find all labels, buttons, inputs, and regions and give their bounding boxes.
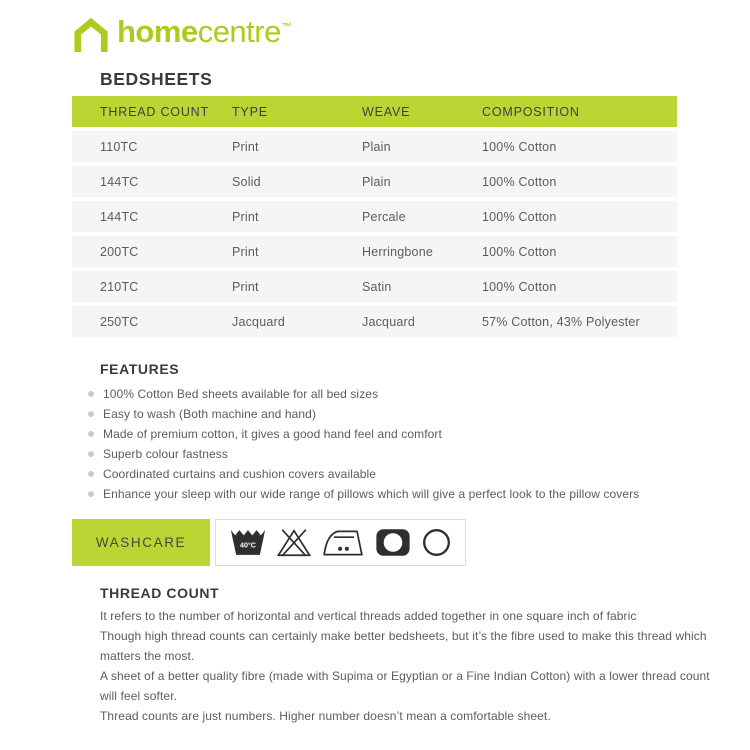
cell-type: Print [232,244,259,259]
cell-weave: Satin [362,279,392,294]
bullet-icon [88,491,94,497]
trademark-symbol: ™ [281,22,292,33]
table-row [72,236,677,267]
feature-text: Enhance your sleep with our wide range of pillows which will give a perfect look to the pillow covers [103,487,640,501]
cell-composition: 100% Cotton [482,244,557,259]
table-row [72,201,677,232]
column-header-type: TYPE [232,104,268,119]
cell-weave: Percale [362,209,406,224]
brand-wordmark-centre: centre [197,14,281,49]
table-row [72,306,677,337]
cell-weave: Plain [362,139,391,154]
thread-count-paragraph: A sheet of a better quality fibre (made with Supima or Egyptian or a Fine Indian Cotton) with a lower thread count will feel softer. [100,669,710,703]
column-header-weave: WEAVE [362,104,411,119]
cell-thread-count: 250TC [100,314,139,329]
feature-item [88,384,712,404]
washcare-label: WASHCARE [72,519,210,566]
cell-thread-count: 210TC [100,279,139,294]
feature-text: Easy to wash (Both machine and hand) [103,407,317,421]
cell-composition: 57% Cotton, 43% Polyester [482,314,640,329]
feature-item [88,464,712,484]
cell-type: Print [232,139,259,154]
brand-wordmark-home: home [117,14,198,49]
feature-text: 100% Cotton Bed sheets available for all bed sizes [103,387,379,401]
washcare-icons-box [215,519,466,566]
cell-thread-count: 144TC [100,209,139,224]
table-row [72,271,677,302]
thread-count-paragraph: Thread counts are just numbers. Higher number doesn’t mean a comfortable sheet. [100,709,551,723]
bullet-icon [88,471,94,477]
feature-item [88,484,712,504]
cell-weave: Herringbone [362,244,433,259]
thread-count-paragraph: Though high thread counts can certainly make better bedsheets, but it’s the fibre used to make this thread which matters the most. [100,629,707,663]
bullet-icon [88,391,94,397]
cell-composition: 100% Cotton [482,174,557,189]
cell-type: Print [232,209,259,224]
table-row [72,131,677,162]
feature-text: Coordinated curtains and cushion covers available [103,467,377,481]
feature-item [88,404,712,424]
bedsheets-spec-table [72,92,677,341]
table-header-row [72,96,677,127]
do-not-bleach-icon [276,527,312,558]
feature-item [88,424,712,444]
brand-logo [72,15,712,53]
washcare-section [72,519,712,566]
cell-type: Jacquard [232,314,286,329]
thread-count-text [100,606,718,726]
page-title: BEDSHEETS [100,69,213,89]
feature-text: Superb colour fastness [103,447,228,461]
feature-item [88,444,712,464]
cell-weave: Plain [362,174,391,189]
cell-thread-count: 200TC [100,244,139,259]
cell-type: Solid [232,174,261,189]
cell-composition: 100% Cotton [482,139,557,154]
bullet-icon [88,451,94,457]
feature-text: Made of premium cotton, it gives a good hand feel and comfort [103,427,442,441]
cell-thread-count: 110TC [100,139,138,154]
features-list [72,384,712,504]
cell-weave: Jacquard [362,314,416,329]
bullet-icon [88,411,94,417]
house-icon [72,17,110,58]
thread-count-paragraph: It refers to the number of horizontal and vertical threads added together in one square inch of fabric [100,609,637,623]
tumble-dry-icon [374,527,412,558]
dry-clean-icon [421,527,452,558]
wash-temp-label: 40°C [240,541,256,550]
cell-thread-count: 144TC [100,174,139,189]
brand-wordmark [117,15,291,57]
iron-two-dots-icon [321,528,365,557]
table-row [72,166,677,197]
column-header-thread-count: THREAD COUNT [100,104,209,119]
column-header-composition: COMPOSITION [482,104,580,119]
cell-composition: 100% Cotton [482,209,557,224]
wash-40c-icon [229,527,267,558]
cell-type: Print [232,279,259,294]
bullet-icon [88,431,94,437]
features-title: FEATURES [100,361,180,377]
cell-composition: 100% Cotton [482,279,557,294]
thread-count-title: THREAD COUNT [100,585,220,601]
